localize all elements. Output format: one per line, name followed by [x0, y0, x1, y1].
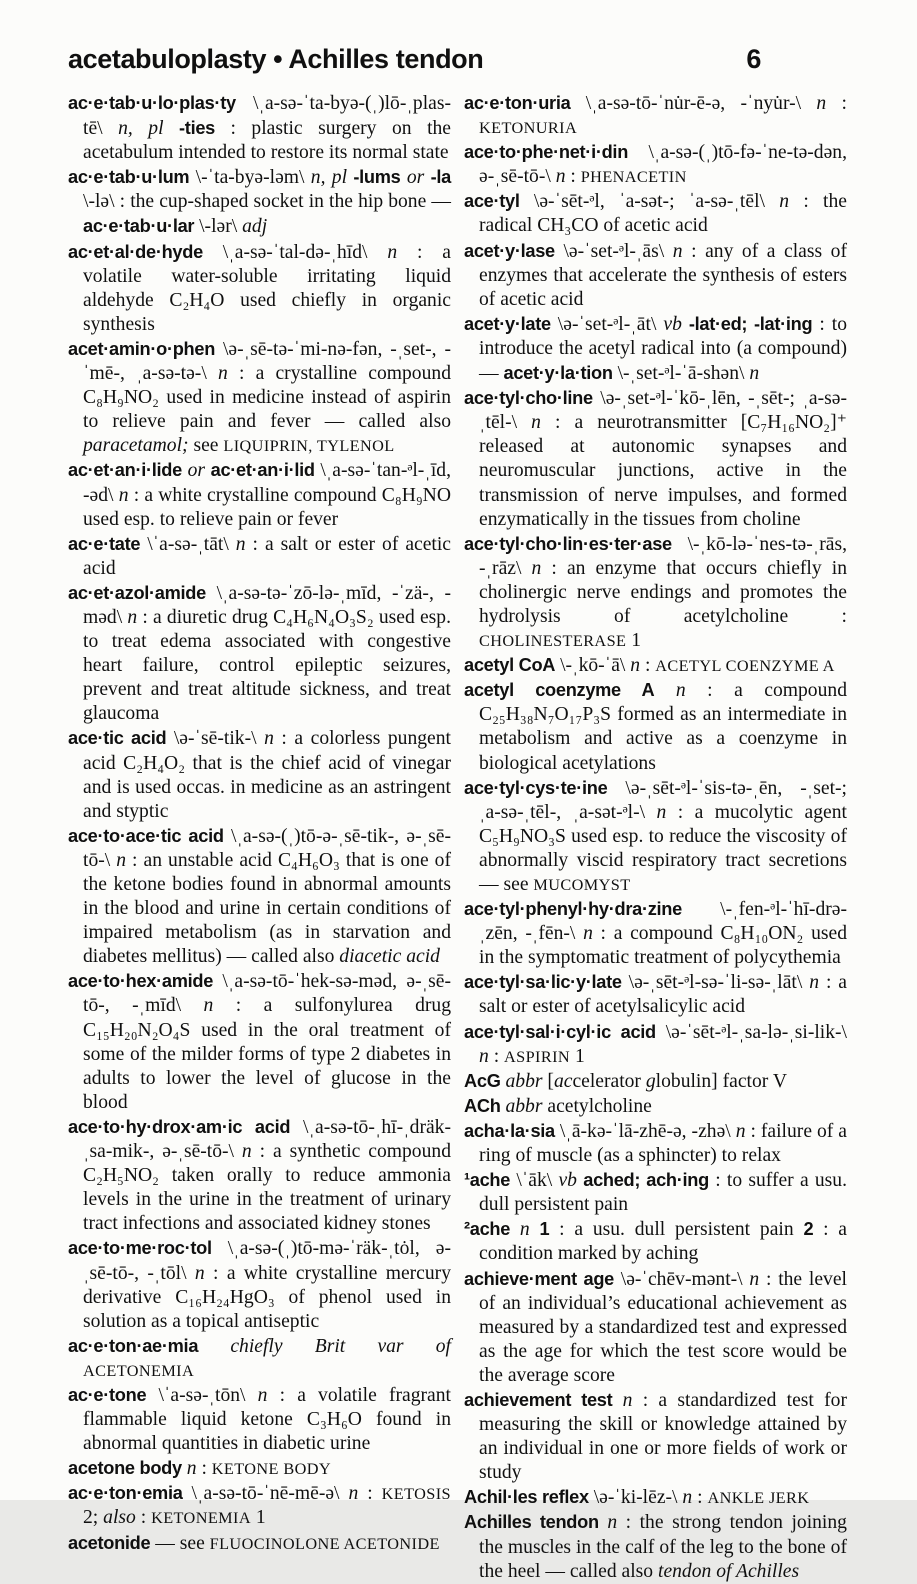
entry-text: \-lər\: [194, 216, 243, 238]
entry-headword-or-bold: ac·e·ton·emia: [68, 1483, 183, 1504]
entry-italic-label: ac: [553, 1070, 573, 1092]
entry-cross-reference: ACETYL COENZYME A: [655, 657, 835, 676]
guide-words: acetabuloplasty • Achilles tendon: [68, 44, 484, 74]
entry-text: :: [135, 1507, 152, 1529]
entry-headword-or-bold: ACh: [464, 1095, 501, 1116]
entry-text: : an enzyme that occurs chiefly in cholinergic nerve endings and promotes the hydrolysis of acetylcholine :: [479, 557, 848, 627]
entry-text: \ˌā-kə-ˈlā-zhē-ə, -zhə\: [554, 1120, 736, 1142]
entry-text: : the radical CH₃CO of acetic acid: [479, 191, 847, 237]
entry-text: [: [542, 1070, 554, 1092]
entry-headword-or-bold: ac·e·tab·u·lo·plas·ty: [68, 93, 236, 113]
entry-headword-or-bold: ac·e·ton·ae·mia: [68, 1335, 199, 1356]
page-header: [68, 44, 847, 75]
entry-headword-or-bold: acetonide: [68, 1532, 151, 1553]
entry-italic-label: n: [264, 728, 274, 750]
entry-italic-label: n: [127, 606, 138, 628]
entry-text: : a volatile water-soluble irritating liquid aldehyde C₂H₄O used chiefly in organic synthesis: [83, 241, 451, 335]
entry-headword-or-bold: ac·e·tate: [68, 533, 141, 554]
entry-text: :: [488, 1045, 505, 1067]
entry-cross-reference: ASPIRIN: [504, 1047, 571, 1066]
entry-headword-or-bold: 2: [803, 1219, 814, 1240]
entry-text: : a mucolytic agent C₅H₉NO₃S used esp. to reduce the viscosity of abnormally viscid respiratory tract secretions — see: [479, 801, 847, 895]
entry-headword-or-bold: ¹ache: [464, 1170, 511, 1191]
entry-text: : the strong tendon joining the muscles in the calf of the leg to the bone of the heel — called also: [479, 1512, 847, 1582]
entry-italic-label: n: [583, 923, 593, 945]
entry-text: : a crystalline compound C₈H₉NO₂ used in medicine instead of aspirin to relieve pain and fever — called also: [83, 363, 451, 433]
entry-text: \ə-ˌsēt-ᵊl-ˈsis-tə-ˌēn, -ˌset-; ˌa-sə-ˌtēl-, ˌa-sət-ᵊl-\: [479, 777, 847, 823]
entry-text: [530, 1219, 540, 1240]
dictionary-entry: [464, 1168, 847, 1217]
entry-italic-label: abbr: [505, 1095, 543, 1117]
entry-headword-or-bold: 1: [539, 1219, 550, 1240]
dictionary-entry: [68, 969, 451, 1115]
dictionary-entry: [464, 1267, 847, 1388]
entry-headword-or-bold: ac·et·azol·amide: [68, 582, 206, 603]
entry-italic-label: n: [622, 1389, 633, 1411]
entry-text: \ə-ˌsē-tə-ˈmi-nə-fən, -ˌset-, -ˈmē-, ˌa-sə-tə-\: [83, 338, 451, 385]
entry-headword-or-bold: AcG: [464, 1070, 501, 1091]
entry-text: \-ˌkō-ˈā\: [555, 655, 631, 677]
entry-text: lobulin] factor V: [655, 1070, 787, 1092]
entry-text: \ə-ˌset-ᵊl-ˈkō-ˌlēn, -ˌsēt-; ˌa-sə-ˌtēl-\: [479, 388, 847, 434]
entry-italic-label: n: [241, 1141, 252, 1163]
entry-text: 2;: [83, 1507, 104, 1529]
entry-text: : a volatile fragrant flammable liquid ketone C₃H₆O found in abnormal quantities in diabetic urine: [83, 1384, 451, 1455]
entry-text: \-ˈta-byə-ləm\: [189, 167, 311, 189]
entry-headword-or-bold: ace·tyl·cho·lin·es·ter·ase: [464, 533, 672, 554]
entry-headword-or-bold: acet·amin·o·phen: [68, 338, 216, 359]
entry-text: : a neurotransmitter [C₇H₁₆NO₂]⁺ released at autonomic synapses and neuromuscular junctions, active in the transmission of nerve impulses, and formed enzymatically in the tissues from choline: [479, 412, 847, 530]
entry-text: :: [565, 166, 581, 188]
entry-italic-label: n: [749, 1268, 760, 1290]
entry-cross-reference: ANKLE JERK: [707, 1489, 810, 1508]
dictionary-entry: [464, 1119, 847, 1168]
entry-headword-or-bold: ace·tyl: [464, 191, 520, 212]
entry-text: \-ˌfen-ᵊl-ˈhī-drə-ˌzēn, -ˌfēn-\: [479, 899, 847, 945]
dictionary-entry: [464, 678, 847, 775]
entry-italic-label: n: [735, 1120, 746, 1142]
entry-italic-label: n: [531, 412, 541, 434]
entry-text: \ə-ˈset-ᵊl-ˌās\: [554, 240, 673, 262]
entry-italic-label: or: [187, 460, 205, 482]
entry-headword-or-bold: acetyl CoA: [464, 655, 556, 676]
dictionary-entry: [464, 312, 847, 386]
entry-text: : a sulfonylurea drug C₁₅H₂₀N₂O₄S used in the oral treatment of some of the milder forms of type 2 diabetes in adults to lower the level of glucose in the blood: [83, 995, 452, 1113]
entry-text: \ˌa-sə-(ˌ)tō-ə-ˌsē-tik-, ə-ˌsē-tō-\: [83, 825, 451, 871]
entry-text: \ˌa-sə-ˈtan-ᵊl-ˌīd, -əd\: [83, 460, 451, 506]
entry-cross-reference: MUCOMYST: [533, 876, 631, 894]
dictionary-entry: [68, 1115, 451, 1236]
entry-italic-label: n: [479, 1045, 489, 1067]
entry-text: \ə-ˈsē-tik-\: [166, 728, 265, 750]
dictionary-entry: [68, 337, 451, 458]
entry-italic-label: chiefly Brit var of: [230, 1335, 451, 1357]
entry-text: \-lə\ : the cup-shaped socket in the hip bone —: [83, 191, 451, 213]
entry-cross-reference: ACETONEMIA: [83, 1361, 195, 1380]
entry-text: : a condition marked by aching: [479, 1219, 848, 1265]
dictionary-entry: [68, 1383, 451, 1456]
entry-italic-label: n: [387, 241, 398, 263]
entry-italic-label: n: [531, 557, 542, 579]
entry-text: \-ˌkō-lə-ˈnes-tə-ˌrās, -ˌrāz\: [479, 533, 847, 579]
entry-text: :: [826, 93, 847, 114]
dictionary-entry: [68, 240, 451, 337]
dictionary-entry: [68, 726, 451, 823]
dictionary-entry: [464, 1485, 847, 1510]
entry-text: : a synthetic compound C₂H₅NO₂ taken orally to reduce ammonia levels in the urine in the treatment of urinary tract infections and associated kidney stones: [83, 1141, 451, 1235]
entry-headword-or-bold: achievement test: [464, 1389, 613, 1410]
entry-italic-label: n: [555, 166, 566, 188]
entry-headword-or-bold: ac·e·tone: [68, 1384, 147, 1405]
entry-text: : failure of a ring of muscle (as a sphincter) to relax: [479, 1120, 847, 1167]
entry-italic-label: n: [749, 363, 760, 385]
entry-italic-label: n: [672, 240, 683, 262]
entry-headword-or-bold: ace·to·hy·drox·am·ic acid: [68, 1116, 291, 1137]
entry-cross-reference: KETONE BODY: [211, 1460, 331, 1479]
entry-headword-or-bold: ached; ach·ing: [583, 1170, 709, 1191]
entry-italic-label: n: [235, 533, 246, 555]
entry-text: : a diuretic drug C₄H₆N₄O₃S₂ used esp. to treat edema associated with congestive heart failure, control epileptic seizures, prevent and treat altitude sickness, and treat glaucoma: [83, 606, 451, 725]
entry-text: : a salt or ester of acetic acid: [83, 533, 451, 579]
entry-headword-or-bold: ²ache: [464, 1219, 511, 1240]
entry-italic-label: n: [203, 995, 214, 1017]
entry-italic-label: n: [116, 849, 127, 871]
entry-text: \ˌa-sə-tə-ˈzō-lə-ˌmīd, -ˈzä-, -məd\: [83, 582, 451, 628]
entry-text: [510, 1219, 520, 1240]
entry-headword-or-bold: ace·tyl·cho·line: [464, 388, 593, 409]
dictionary-entry: [68, 1334, 451, 1383]
entry-headword-or-bold: ace·tyl·phenyl·hy·dra·zine: [464, 899, 682, 920]
entry-headword-or-bold: ace·tyl·sal·i·cyl·ic acid: [464, 1021, 656, 1042]
dictionary-entry: [464, 140, 847, 189]
entry-italic-label: vb: [663, 313, 682, 335]
entry-text: [164, 118, 180, 139]
dictionary-entry: [464, 776, 847, 897]
entry-cross-reference: KETONEMIA: [151, 1509, 251, 1528]
text-columns: [68, 91, 847, 1584]
entry-headword-or-bold: acetone body: [68, 1458, 182, 1479]
entry-headword-or-bold: acha·la·sia: [464, 1120, 555, 1141]
entry-headword-or-bold: ac·e·tab·u·lar: [83, 216, 195, 237]
entry-headword-or-bold: achieve·ment age: [464, 1268, 614, 1289]
entry-text: : a white crystalline compound C₈H₉NO used esp. to relieve pain or fever: [83, 484, 451, 530]
dictionary-entry: [464, 1217, 847, 1266]
entry-italic-label: n: [217, 363, 228, 385]
entry-headword-or-bold: ac·et·al·de·hyde: [68, 241, 203, 262]
entry-headword-or-bold: acet·y·la·tion: [503, 363, 613, 384]
entry-italic-label: n: [348, 1483, 359, 1505]
dictionary-entry: [68, 165, 451, 239]
entry-text: [682, 314, 689, 335]
dictionary-entry: [464, 1020, 847, 1069]
entry-italic-label: adj: [242, 216, 268, 238]
dictionary-entry: [464, 1094, 847, 1119]
entry-headword-or-bold: ace·to·phe·net·i·din: [464, 142, 629, 163]
entry-text: : a standardized test for measuring the skill or knowledge attained by an individual in one or more fields of work or study: [479, 1389, 847, 1484]
entry-text: \-ˌset-ᵊl-ˈā-shən\: [612, 363, 750, 385]
entry-italic-label: or: [406, 167, 425, 189]
entry-italic-label: g: [645, 1070, 656, 1092]
entry-text: celerator: [572, 1070, 646, 1092]
dictionary-entry: [68, 1481, 451, 1530]
entry-headword-or-bold: ace·tyl·cys·te·ine: [464, 777, 608, 798]
entry-text: \ˌa-sə-tō-ˈhek-sə-məd, ə-ˌsē-tō-, -ˌmīd\: [83, 971, 451, 1017]
entry-italic-label: n: [257, 1384, 268, 1406]
entry-text: \ˌa-sə-tō-ˌhī-ˌdräk-ˌsa-mik-, ə-ˌsē-tō-\: [83, 1116, 452, 1163]
entry-italic-label: paracetamol;: [83, 435, 189, 457]
dictionary-entry: [68, 824, 451, 970]
entry-text: \ˌa-sə-tō-ˈnē-mē-ə\: [182, 1483, 349, 1505]
left-column: [68, 91, 451, 1584]
entry-text: :: [640, 655, 656, 677]
entry-headword-or-bold: ace·tyl·sa·lic·y·late: [464, 972, 622, 993]
entry-headword-or-bold: -lums: [353, 167, 401, 188]
entry-italic-label: n, pl: [310, 167, 348, 189]
dictionary-entry: [464, 189, 847, 238]
dictionary-entry: [68, 1456, 451, 1481]
entry-text: : a compound C₂₅H₃₈N₇O₁₇P₃S formed as an intermediate in metabolism and active as a coenzyme in biological acetylations: [479, 680, 847, 774]
dictionary-entry: [68, 1531, 451, 1556]
entry-italic-label: n: [816, 93, 827, 114]
entry-italic-label: n: [675, 680, 686, 702]
entry-text: \ə-ˈki-lēz-\: [588, 1487, 683, 1509]
entry-italic-label: n: [630, 655, 641, 677]
entry-italic-label: n: [519, 1219, 530, 1241]
entry-cross-reference: PHENACETIN: [580, 168, 687, 187]
entry-text: \ˌa-sə-tō-ˈnu̇r-ē-ə, -ˈnyu̇r-\: [570, 93, 817, 114]
entry-text: : plastic surgery on the acetabulum intended to restore its normal state: [83, 118, 452, 164]
entry-italic-label: n: [656, 801, 667, 823]
entry-headword-or-bold: Achil·les reflex: [464, 1487, 589, 1508]
entry-headword-or-bold: ace·to·me·roc·tol: [68, 1238, 212, 1259]
dictionary-entry: [464, 386, 847, 532]
entry-headword-or-bold: ac·e·ton·uria: [464, 93, 571, 113]
entry-headword-or-bold: -la: [430, 167, 451, 188]
entry-text: : to introduce the acetyl radical into (a compound) —: [479, 313, 847, 385]
entry-cross-reference: KETONURIA: [479, 119, 578, 138]
entry-text: acetylcholine: [542, 1095, 652, 1117]
entry-cross-reference: FLUOCINOLONE ACETONIDE: [209, 1534, 440, 1553]
right-column: [464, 91, 847, 1584]
entry-headword-or-bold: acet·y·late: [464, 313, 551, 334]
entry-italic-label: tendon of Achilles: [658, 1560, 800, 1582]
entry-text: 1: [570, 1045, 585, 1067]
entry-italic-label: vb: [558, 1170, 577, 1192]
entry-text: [612, 1390, 622, 1411]
dictionary-entry: [68, 581, 451, 727]
entry-text: :: [196, 1458, 212, 1480]
entry-italic-label: n: [194, 1262, 205, 1284]
entry-headword-or-bold: ace·tic acid: [68, 728, 167, 749]
entry-text: \ˌa-sə-ˈta-byə-(ˌ)lō-ˌplas-tē\: [83, 93, 451, 140]
entry-text: \ˈa-sə-ˌtāt\: [140, 533, 236, 555]
entry-text: see: [188, 435, 224, 457]
page-number: 6: [746, 44, 761, 74]
dictionary-entry: [464, 1510, 847, 1583]
entry-italic-label: n: [809, 972, 820, 994]
entry-text: \ə-ˈchēv-mənt-\: [613, 1268, 750, 1290]
entry-italic-label: n: [607, 1512, 618, 1534]
entry-text: :: [692, 1487, 708, 1509]
entry-italic-label: n: [186, 1458, 197, 1480]
entry-text: : an unstable acid C₄H₆O₃ that is one of the ketone bodies found in abnormal amounts in the blood and urine in certain conditions of impaired metabolism (as in starvation and diabetes mellitus) — called also: [83, 849, 451, 968]
entry-text: : a compound C₈H₁₀ON₂ used in the symptomatic treatment of polycythemia: [479, 923, 847, 969]
entry-headword-or-bold: ac·et·an·i·lid: [210, 460, 315, 481]
entry-text: \ə-ˈset-ᵊl-ˌāt\: [550, 313, 664, 335]
dictionary-entry: [464, 91, 847, 140]
entry-headword-or-bold: -ties: [179, 118, 215, 139]
dictionary-entry: [464, 239, 847, 312]
dictionary-entry: [464, 1069, 847, 1094]
entry-text: : a white crystalline mercury derivative C₁₆H₂₄HgO₃ of phenol used in solution as a topical antiseptic: [83, 1262, 451, 1332]
entry-headword-or-bold: acet·y·lase: [464, 240, 555, 261]
entry-italic-label: n, pl: [118, 118, 164, 140]
entry-italic-label: n: [779, 191, 790, 213]
entry-text: :: [358, 1483, 382, 1505]
entry-italic-label: also: [103, 1507, 136, 1529]
entry-text: \ˈa-sə-ˌtōn\: [146, 1384, 258, 1406]
entry-headword-or-bold: ace·to·ace·tic acid: [68, 825, 224, 846]
dictionary-entry: [464, 897, 847, 970]
entry-text: \ə-ˌsēt-ᵊl-sə-ˈli-sə-ˌlāt\: [621, 972, 810, 994]
entry-cross-reference: CHOLINESTERASE: [479, 632, 627, 651]
entry-text: 1: [626, 630, 642, 652]
dictionary-entry: [68, 458, 451, 531]
entry-text: — see: [150, 1532, 210, 1554]
entry-text: [654, 680, 675, 701]
entry-headword-or-bold: ac·e·tab·u·lum: [68, 167, 190, 188]
dictionary-entry: [464, 653, 847, 678]
dictionary-entry: [464, 532, 847, 653]
entry-cross-reference: KETOSIS: [381, 1485, 451, 1504]
dictionary-entry: [464, 970, 847, 1019]
entry-italic-label: n: [682, 1487, 693, 1509]
entry-headword-or-bold: ace·to·hex·amide: [68, 971, 214, 992]
entry-italic-label: diacetic acid: [339, 946, 440, 968]
entry-text: : to suffer a usu. dull persistent pain: [479, 1170, 847, 1216]
entry-text: \ˌa-sə-(ˌ)tō-mə-ˈräk-ˌtȯl, ə-ˌsē-tō-, -ˌtōl\: [83, 1238, 451, 1284]
entry-italic-label: abbr: [505, 1070, 543, 1092]
entry-headword-or-bold: ac·et·an·i·lide: [68, 460, 182, 481]
entry-cross-reference: LIQUIPRIN, TYLENOL: [223, 437, 395, 456]
entry-text: \ˈāk\: [510, 1170, 559, 1192]
entry-headword-or-bold: acetyl coenzyme A: [464, 680, 655, 701]
entry-text: : the level of an individual’s educational achievement as measured by a standardized test and expressed as the age for which the test score would be the average score: [479, 1268, 847, 1386]
entry-text: : a salt or ester of acetylsalicylic acid: [479, 972, 847, 1018]
entry-text: \ˌa-sə-ˈtal-də-ˌhīd\: [202, 241, 388, 263]
dictionary-entry: [68, 1236, 451, 1333]
entry-text: : a colorless pungent acid C₂H₄O₂ that is the chief acid of vinegar and is used occas. in medicine as an astringent and styptic: [83, 728, 451, 822]
entry-text: \ə-ˈsēt-ᵊl-ˌsa-lə-ˌsi-lik-\: [655, 1021, 847, 1043]
entry-text: 1: [250, 1507, 266, 1529]
entry-text: \ə-ˈsēt-ᵊl, ˈa-sət-; ˈa-sə-ˌtēl\: [519, 191, 780, 213]
entry-text: : any of a class of enzymes that accelerate the synthesis of esters of acetic acid: [479, 240, 847, 310]
entry-text: \ˌa-sə-(ˌ)tō-fə-ˈne-tə-dən, ə-ˌsē-tō-\: [479, 142, 847, 188]
entry-italic-label: n: [118, 484, 129, 506]
entry-headword-or-bold: -lat·ed; -lat·ing: [688, 313, 813, 334]
dictionary-entry: [68, 91, 451, 165]
entry-headword-or-bold: Achilles tendon: [464, 1512, 599, 1533]
dictionary-entry: [464, 1388, 847, 1485]
entry-text: : a usu. dull persistent pain: [549, 1219, 804, 1241]
entry-text: [198, 1336, 230, 1357]
dictionary-entry: [68, 532, 451, 581]
